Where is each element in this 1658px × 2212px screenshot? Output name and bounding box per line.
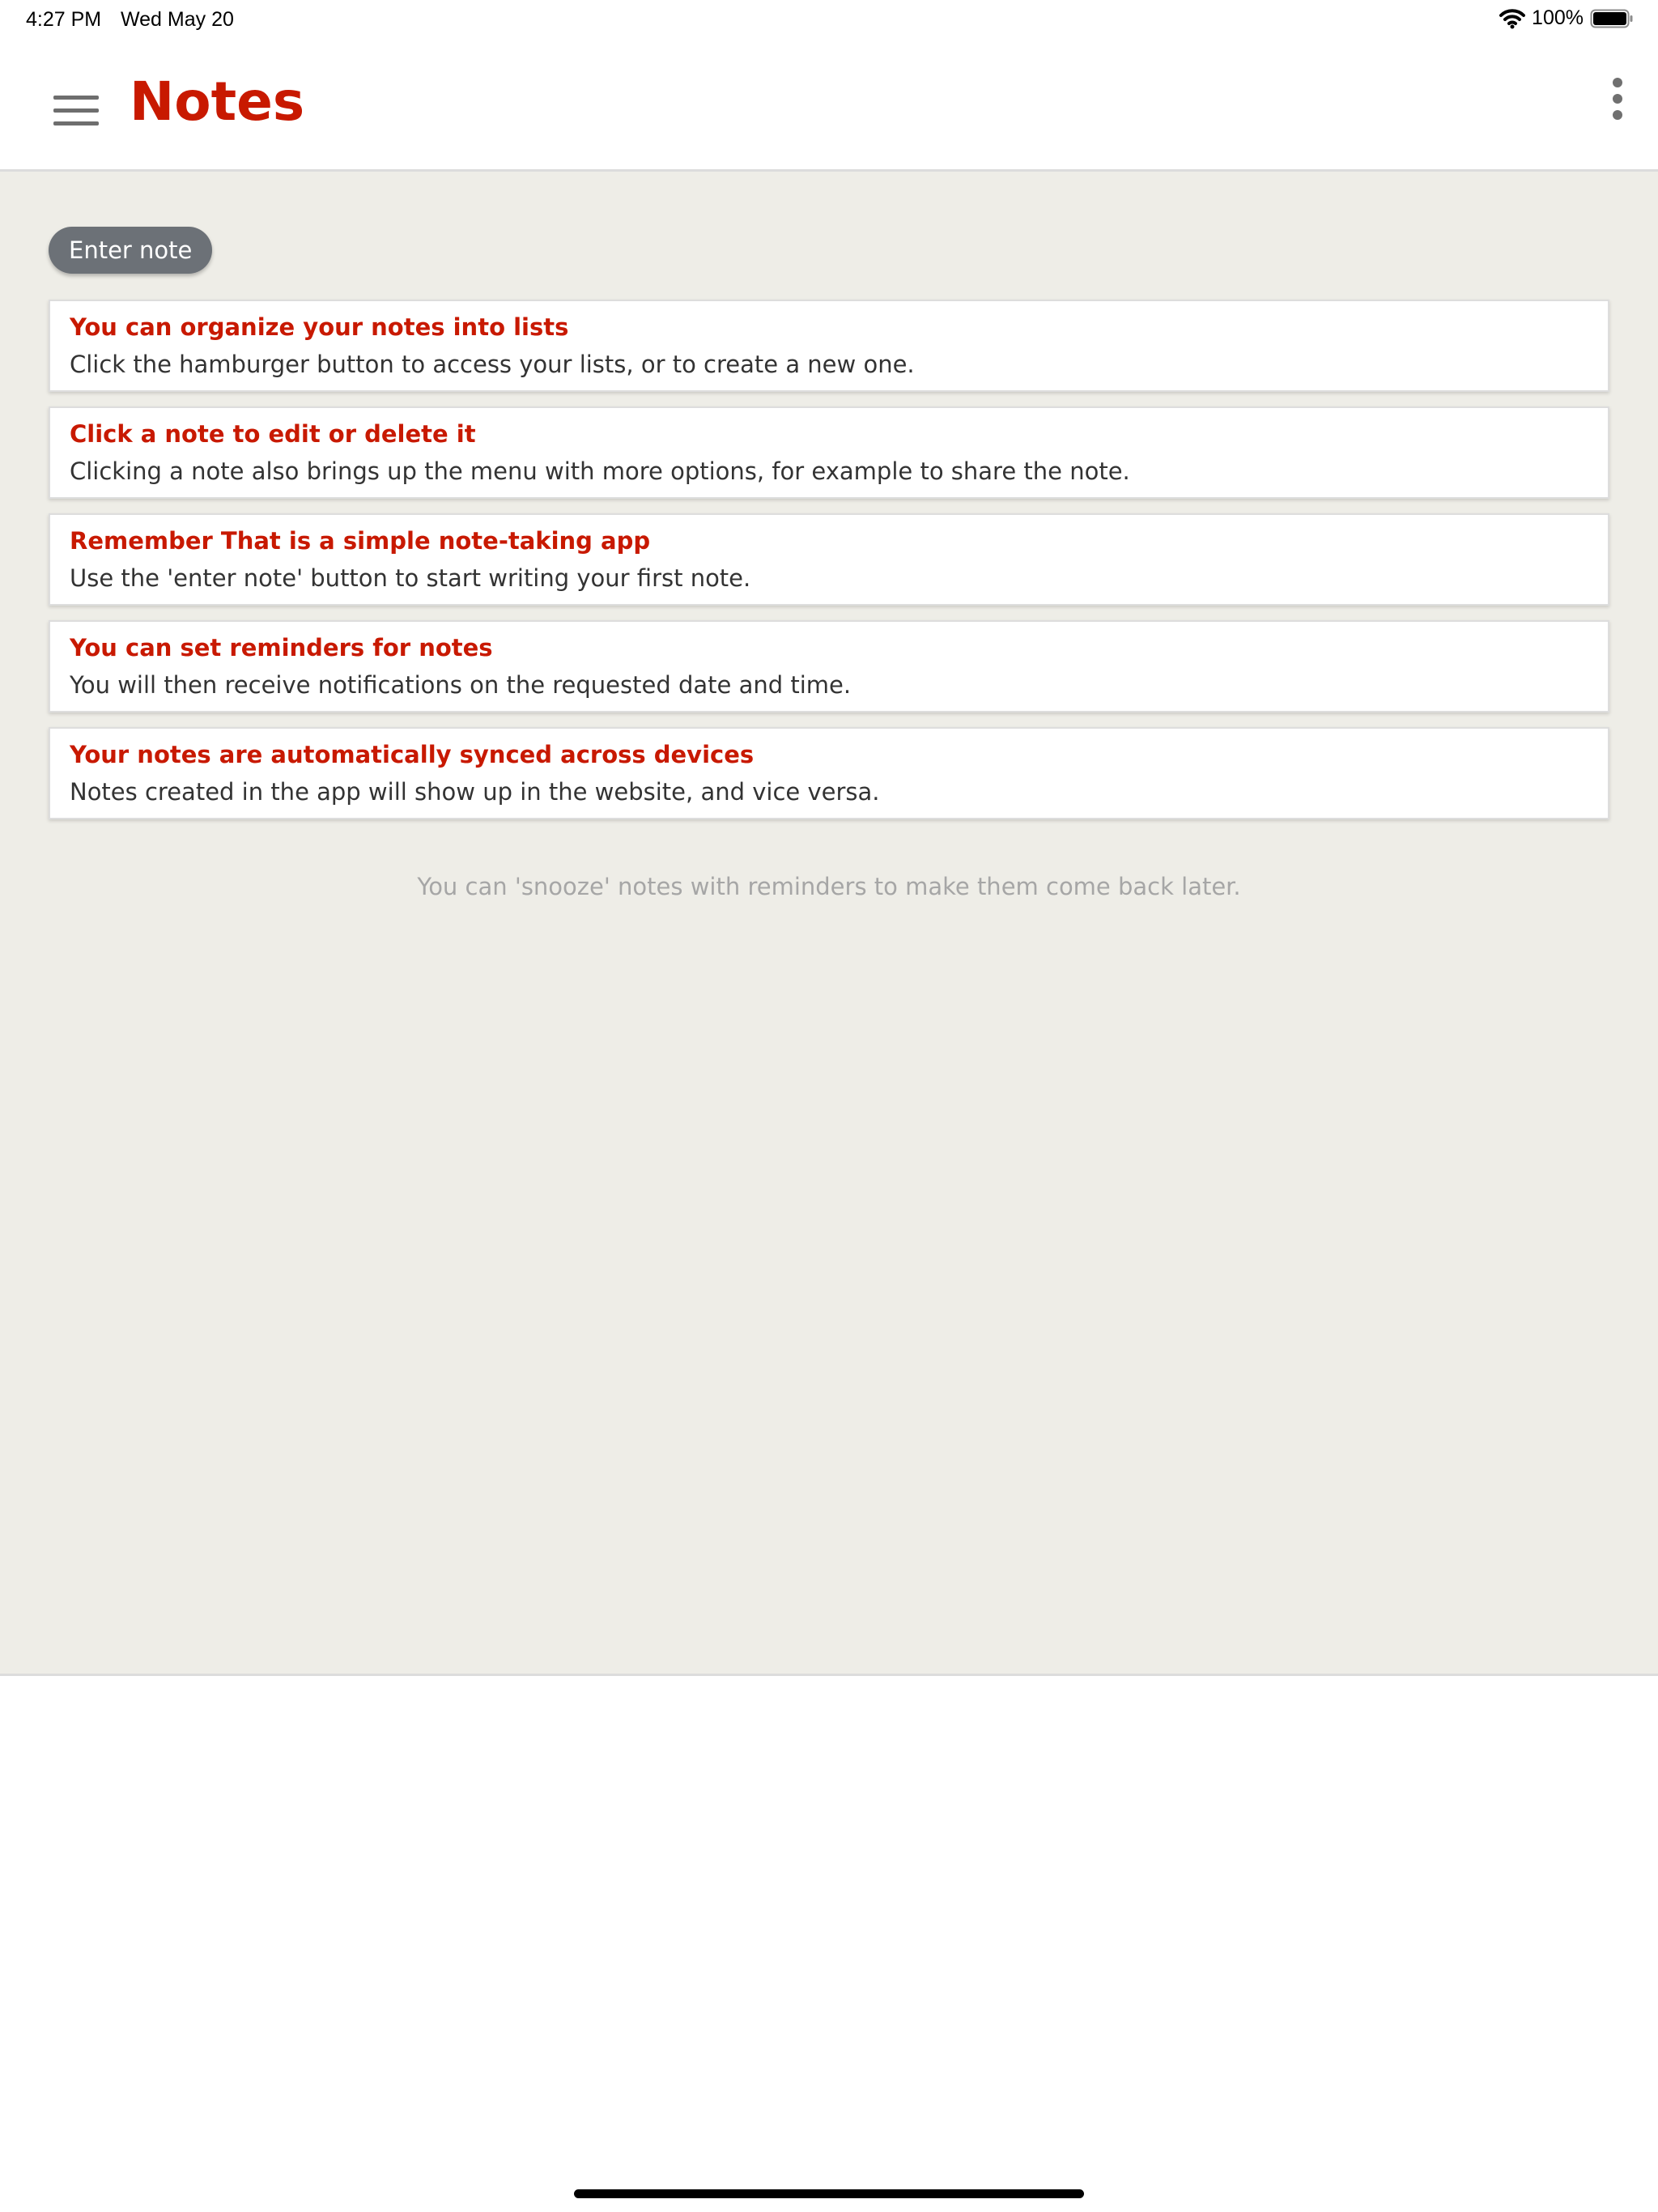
battery-percentage: 100%: [1532, 6, 1584, 29]
status-date: Wed May 20: [121, 8, 234, 31]
note-title: Remember That is a simple note-taking app: [70, 527, 651, 555]
app-header: [0, 39, 1658, 172]
note-card[interactable]: [49, 513, 1609, 606]
note-body: Clicking a note also brings up the menu with more options, for example to share the note.: [70, 457, 1130, 485]
note-card[interactable]: [49, 406, 1609, 499]
note-title: Your notes are automatically synced across devices: [70, 741, 755, 768]
note-body: Notes created in the app will show up in the website, and vice versa.: [70, 778, 880, 806]
hamburger-menu-icon[interactable]: [53, 96, 99, 128]
status-time: 4:27 PM: [26, 8, 102, 31]
wifi-icon: [1499, 8, 1525, 29]
page-title: Notes: [130, 70, 305, 133]
note-title: Click a note to edit or delete it: [70, 420, 476, 448]
battery-icon: [1590, 8, 1634, 29]
enter-note-button[interactable]: Enter note: [49, 227, 212, 274]
notes-content: [0, 172, 1658, 1676]
note-body: Click the hamburger button to access your lists, or to create a new one.: [70, 351, 915, 378]
note-card[interactable]: [49, 727, 1609, 819]
note-card[interactable]: [49, 300, 1609, 392]
note-card[interactable]: [49, 620, 1609, 713]
note-title: You can set reminders for notes: [70, 634, 493, 661]
snooze-tip: You can 'snooze' notes with reminders to make them come back later.: [417, 873, 1241, 900]
notes-list: [49, 300, 1609, 834]
status-indicators: [1499, 6, 1634, 30]
note-body: Use the 'enter note' button to start writing your first note.: [70, 564, 751, 592]
more-vertical-icon[interactable]: [1601, 74, 1634, 123]
home-indicator[interactable]: [574, 2189, 1084, 2198]
note-title: You can organize your notes into lists: [70, 313, 569, 341]
note-body: You will then receive notifications on the requested date and time.: [70, 671, 852, 699]
status-bar: [0, 0, 1658, 39]
